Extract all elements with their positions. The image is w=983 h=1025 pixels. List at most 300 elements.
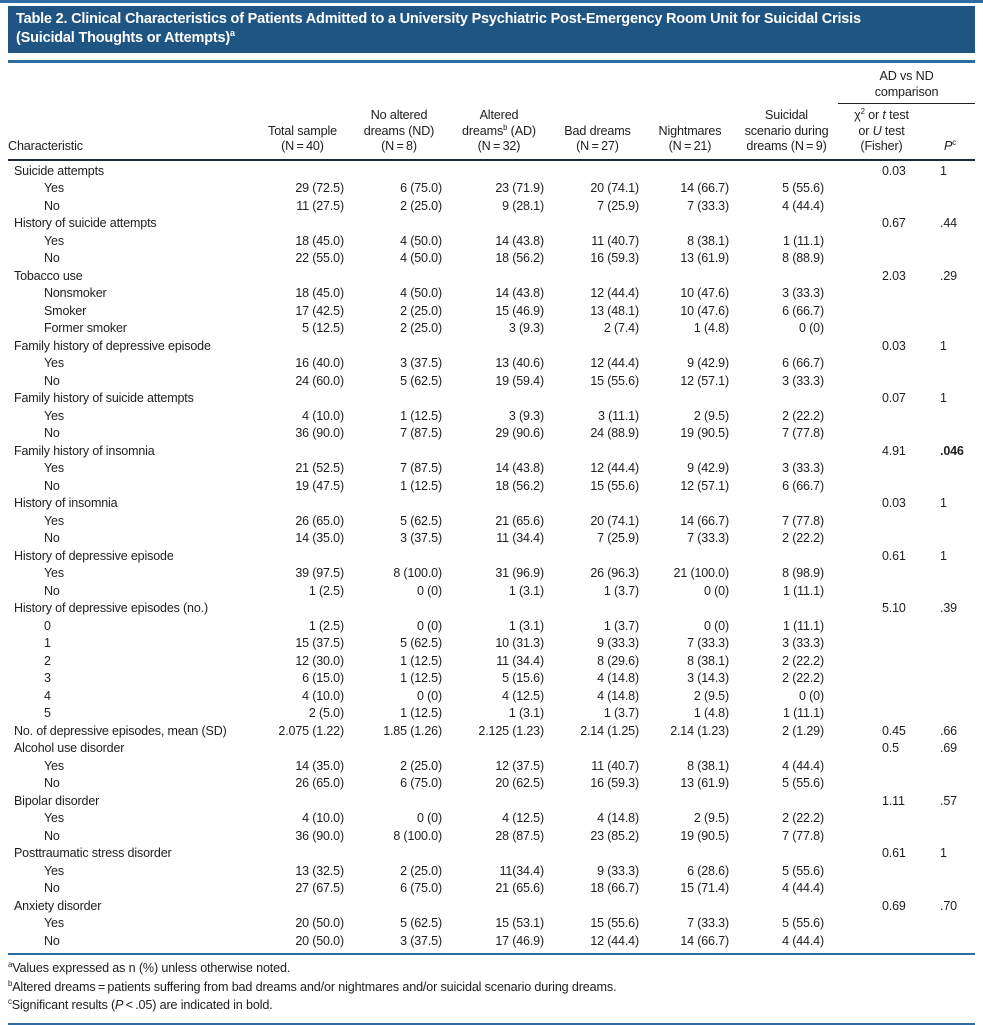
value-cell: [735, 215, 838, 233]
test-stat-cell: [838, 635, 925, 653]
table-row: [8, 250, 975, 268]
value-cell: 2 (9.5): [693, 408, 729, 423]
value-cell: 4 (50.0): [400, 233, 442, 248]
characteristic-cell: 3: [44, 671, 51, 685]
value-cell: 9 (28.1): [502, 198, 544, 213]
value-cell: 4 (44.4): [782, 758, 824, 773]
characteristic-cell: Smoker: [44, 303, 87, 318]
characteristic-cell: 2: [44, 653, 51, 668]
p-value-cell: [925, 635, 975, 653]
p-value-cell: 1: [940, 163, 947, 178]
value-cell: 7 (77.8): [782, 513, 824, 528]
value-cell: 4 (14.8): [597, 688, 639, 703]
test-stat-cell: [838, 565, 925, 583]
value-cell: 1 (12.5): [400, 653, 442, 668]
value-cell: 15 (53.1): [495, 916, 544, 930]
test-stat-cell: [838, 373, 925, 391]
table-row: [8, 583, 975, 601]
value-cell: [550, 495, 645, 513]
value-cell: 4 (50.0): [400, 251, 442, 265]
value-cell: [645, 898, 735, 916]
value-cell: 2 (22.2): [782, 408, 824, 423]
value-cell: [350, 793, 448, 811]
value-cell: 20 (50.0): [295, 916, 344, 930]
test-stat-cell: [838, 618, 925, 636]
value-cell: 11 (27.5): [296, 198, 344, 213]
value-cell: 17 (42.5): [295, 303, 344, 318]
value-cell: [645, 443, 735, 461]
value-cell: 1 (11.1): [783, 706, 824, 720]
value-cell: [448, 898, 550, 916]
altered-dreams-footnote-marker: b: [503, 122, 508, 132]
value-cell: 1 (2.5): [308, 583, 344, 598]
value-cell: 20 (62.5): [495, 776, 544, 790]
value-cell: [448, 548, 550, 566]
value-cell: [255, 845, 350, 863]
value-cell: 10 (31.3): [495, 636, 544, 650]
p-value-cell: 1: [940, 846, 947, 860]
test-stat-cell: [838, 530, 925, 548]
value-cell: 2 (22.2): [782, 653, 824, 668]
value-cell: 18 (66.7): [590, 881, 639, 895]
p-value-cell: [925, 285, 975, 303]
test-stat-cell: [838, 810, 925, 828]
characteristic-cell: Yes: [44, 758, 64, 773]
value-cell: 14 (66.7): [680, 181, 729, 195]
value-cell: 15 (55.6): [590, 373, 639, 388]
value-cell: 29 (72.5): [295, 181, 344, 195]
characteristic-cell: Suicide attempts: [14, 163, 105, 178]
value-cell: 3 (33.3): [782, 373, 824, 388]
p-value-cell: 1: [940, 391, 947, 405]
value-cell: 11(34.4): [499, 863, 544, 878]
value-cell: [350, 600, 448, 618]
value-cell: [448, 390, 550, 408]
value-cell: 8 (98.9): [782, 566, 824, 580]
test-stat-cell: [838, 828, 925, 846]
p-value-cell: [925, 565, 975, 583]
value-cell: [448, 268, 550, 286]
value-cell: [645, 548, 735, 566]
value-cell: 2 (25.0): [400, 758, 442, 773]
value-cell: [550, 548, 645, 566]
value-cell: 3 (14.3): [687, 671, 729, 685]
footnote-b: $^b$Altered dreams = patients suffering from bad dreams and/or nightmares and/or suicidal scenario during dreams.: [8, 978, 617, 994]
p-value-cell: [925, 408, 975, 426]
value-cell: [255, 600, 350, 618]
value-cell: 5 (15.6): [502, 671, 544, 685]
characteristic-cell: Family history of suicide attempts: [14, 391, 194, 405]
value-cell: [735, 793, 838, 811]
value-cell: 1 (11.1): [783, 233, 824, 248]
value-cell: [550, 390, 645, 408]
p-value-cell: [925, 530, 975, 548]
value-cell: 19 (47.5): [295, 478, 344, 493]
p-value-cell: [925, 828, 975, 846]
value-cell: 7 (25.9): [597, 531, 639, 545]
value-cell: 5 (62.5): [400, 916, 442, 930]
value-cell: 1 (3.1): [508, 583, 544, 598]
value-cell: [350, 215, 448, 233]
value-cell: [550, 793, 645, 811]
value-cell: 0 (0): [417, 688, 442, 703]
p-value-cell: [925, 933, 975, 955]
value-cell: 24 (60.0): [295, 373, 344, 388]
value-cell: 19 (90.5): [680, 426, 729, 440]
table-row: [8, 600, 975, 618]
value-cell: 29 (90.6): [495, 426, 544, 440]
value-cell: 7 (33.3): [687, 198, 729, 213]
value-cell: 4 (44.4): [782, 933, 824, 948]
characteristic-cell: Former smoker: [44, 321, 127, 335]
p-value-cell: [925, 583, 975, 601]
characteristic-cell: Anxiety disorder: [14, 898, 102, 913]
value-cell: 6 (28.6): [687, 863, 729, 878]
table-row: [8, 268, 975, 286]
column-header-no-altered-dreams: No altered dreams (ND) (N = 8): [350, 104, 448, 160]
value-cell: 5 (55.6): [782, 863, 824, 878]
characteristic-cell: Yes: [44, 566, 64, 580]
value-cell: 11 (34.4): [496, 653, 544, 668]
value-cell: [350, 495, 448, 513]
characteristic-cell: Yes: [44, 461, 64, 475]
table-row: [8, 618, 975, 636]
table-row: [8, 933, 975, 955]
test-stat-cell: 0.03: [882, 496, 906, 510]
value-cell: [645, 215, 735, 233]
p-value-cell: [925, 915, 975, 933]
value-cell: 1 (3.7): [603, 618, 639, 633]
value-cell: 3 (9.3): [508, 408, 544, 423]
table-row: [8, 828, 975, 846]
characteristic-cell: No: [44, 933, 60, 948]
value-cell: [350, 845, 448, 863]
characteristic-cell: History of suicide attempts: [14, 216, 157, 230]
test-stat-cell: [838, 250, 925, 268]
table-row: [8, 898, 975, 916]
p-value-cell: [925, 705, 975, 723]
test-stat-cell: [838, 583, 925, 601]
value-cell: 28 (87.5): [495, 828, 544, 843]
characteristic-cell: No: [44, 251, 60, 265]
value-cell: [735, 390, 838, 408]
value-cell: 10 (47.6): [680, 303, 729, 318]
p-value-cell: .69: [940, 741, 957, 755]
value-cell: [735, 338, 838, 356]
value-cell: 14 (66.7): [680, 933, 729, 948]
table-row: [8, 845, 975, 863]
p-value-cell: [925, 775, 975, 793]
value-cell: 1 (11.1): [783, 583, 824, 598]
value-cell: [350, 898, 448, 916]
value-cell: [255, 495, 350, 513]
value-cell: 1 (11.1): [783, 618, 824, 633]
value-cell: 19 (59.4): [495, 373, 544, 388]
value-cell: [735, 443, 838, 461]
value-cell: [255, 898, 350, 916]
value-cell: 39 (97.5): [295, 566, 344, 580]
characteristic-cell: No: [44, 426, 60, 440]
value-cell: 8 (38.1): [687, 653, 729, 668]
value-cell: [350, 160, 448, 181]
column-group-ad-vs-nd: [838, 63, 975, 104]
characteristic-cell: Nonsmoker: [44, 286, 107, 300]
characteristic-cell: No: [44, 881, 60, 895]
column-header-nightmares: Nightmares (N = 21): [645, 104, 735, 160]
value-cell: [350, 548, 448, 566]
value-cell: 0 (0): [799, 688, 824, 703]
value-cell: 4 (12.5): [502, 688, 544, 703]
value-cell: 12 (44.4): [590, 933, 639, 948]
p-value-cell: .66: [940, 723, 957, 738]
value-cell: 1 (3.7): [603, 583, 639, 598]
characteristic-cell: Yes: [44, 181, 64, 195]
p-value-cell: [925, 653, 975, 671]
value-cell: [735, 740, 838, 758]
value-cell: 1 (3.1): [508, 618, 544, 633]
value-cell: [645, 740, 735, 758]
table-row: [8, 688, 975, 706]
clinical-characteristics-table: [8, 63, 975, 955]
value-cell: 7 (77.8): [782, 426, 824, 440]
test-stat-cell: [838, 233, 925, 251]
value-cell: 1 (3.7): [603, 706, 639, 720]
test-stat-cell: [838, 513, 925, 531]
column-header-suicidal-scenario: Suicidal scenario during dreams (N = 9): [735, 104, 838, 160]
value-cell: 18 (56.2): [495, 478, 544, 493]
value-cell: 2 (9.5): [693, 688, 729, 703]
p-value-cell: [925, 355, 975, 373]
value-cell: 2 (22.2): [782, 671, 824, 685]
characteristic-cell: 5: [44, 706, 51, 720]
value-cell: 1 (12.5): [400, 478, 442, 493]
value-cell: [550, 600, 645, 618]
value-cell: 4 (14.8): [597, 671, 639, 685]
table-row: [8, 285, 975, 303]
p-value-cell: [925, 688, 975, 706]
p-value-cell: [925, 180, 975, 198]
value-cell: 5 (62.5): [400, 513, 442, 528]
column-header-characteristic: Characteristic: [8, 104, 255, 160]
value-cell: 7 (33.3): [687, 916, 729, 930]
table-title-line2: (Suicidal Thoughts or Attempts)$^a$: [16, 28, 235, 46]
value-cell: 12 (44.4): [590, 356, 639, 370]
title-footnote-marker: a: [229, 28, 235, 39]
test-stat-cell: [838, 425, 925, 443]
characteristic-cell: 1: [44, 636, 51, 650]
value-cell: 11 (40.7): [591, 758, 639, 773]
value-cell: 36 (90.0): [295, 828, 344, 843]
column-header-row: [8, 104, 975, 160]
table-row: [8, 758, 975, 776]
test-stat-cell: 0.5: [882, 741, 899, 755]
column-header-bad-dreams: Bad dreams (N = 27): [550, 104, 645, 160]
table-row: [8, 775, 975, 793]
characteristic-cell: History of insomnia: [14, 496, 118, 510]
characteristic-cell: Yes: [44, 916, 64, 930]
test-stat-cell: [838, 180, 925, 198]
column-header-p-value: $P^c$: [925, 104, 975, 160]
value-cell: 21 (100.0): [673, 566, 729, 580]
test-stat-cell: 0.69: [882, 898, 906, 913]
value-cell: 27 (67.5): [295, 881, 344, 895]
value-cell: 13 (61.9): [680, 251, 729, 265]
value-cell: 15 (46.9): [495, 303, 544, 318]
value-cell: 11 (40.7): [591, 233, 639, 248]
value-cell: 22 (55.0): [295, 251, 344, 265]
value-cell: 7 (33.3): [687, 636, 729, 650]
characteristic-cell: Family history of insomnia: [14, 443, 155, 458]
value-cell: 2 (7.4): [603, 321, 639, 335]
table-row: [8, 740, 975, 758]
value-cell: [255, 443, 350, 461]
test-stat-cell: [838, 933, 925, 955]
value-cell: [645, 845, 735, 863]
value-cell: 5 (62.5): [400, 373, 442, 388]
value-cell: 8 (100.0): [393, 566, 442, 580]
value-cell: 16 (59.3): [590, 251, 639, 265]
value-cell: 12 (57.1): [680, 478, 729, 493]
value-cell: 6 (66.7): [782, 478, 824, 493]
value-cell: 3 (11.1): [598, 408, 639, 423]
test-stat-cell: [838, 688, 925, 706]
value-cell: 15 (37.5): [295, 636, 344, 650]
characteristic-cell: No: [44, 531, 60, 545]
value-cell: [350, 268, 448, 286]
value-cell: [350, 390, 448, 408]
value-cell: 6 (75.0): [400, 776, 442, 790]
p-value-cell: [925, 373, 975, 391]
value-cell: 21 (65.6): [495, 513, 544, 528]
p-value-cell: .046: [940, 443, 964, 458]
table-row: [8, 373, 975, 391]
p-value-cell: [925, 513, 975, 531]
spanner-spacer-cell: [8, 63, 838, 104]
test-stat-cell: [838, 478, 925, 496]
top-rule: [0, 0, 983, 3]
test-stat-cell: 5.10: [882, 601, 906, 615]
table-title-banner: [8, 6, 975, 53]
test-stat-cell: [838, 198, 925, 216]
table-title-line1: Table 2. Clinical Characteristics of Patients Admitted to a University Psychiatric Post-Emergency Room Unit for Suicidal Crisis: [16, 11, 861, 27]
value-cell: [645, 338, 735, 356]
value-cell: 31 (96.9): [495, 566, 544, 580]
characteristic-cell: No: [44, 478, 60, 493]
characteristic-cell: Alcohol use disorder: [14, 741, 125, 755]
value-cell: 9 (42.9): [687, 356, 729, 370]
value-cell: 14 (43.8): [495, 233, 544, 248]
test-stat-cell: [838, 915, 925, 933]
p-value-cell: .57: [940, 793, 957, 808]
value-cell: 17 (46.9): [495, 933, 544, 948]
value-cell: 20 (74.1): [590, 513, 639, 528]
value-cell: [645, 160, 735, 181]
test-stat-cell: 0.61: [882, 846, 906, 860]
value-cell: 4 (44.4): [782, 198, 824, 213]
value-cell: [735, 600, 838, 618]
p-value-cell: [925, 810, 975, 828]
value-cell: 14 (43.8): [495, 286, 544, 300]
value-cell: [448, 793, 550, 811]
value-cell: 21 (52.5): [295, 461, 344, 475]
p-value-cell: 1: [940, 496, 947, 510]
value-cell: [255, 548, 350, 566]
characteristic-cell: No. of depressive episodes, mean (SD): [14, 723, 227, 738]
value-cell: 20 (50.0): [295, 933, 344, 948]
value-cell: 0 (0): [417, 811, 442, 825]
value-cell: [735, 495, 838, 513]
characteristic-cell: History of depressive episodes (no.): [14, 601, 208, 615]
p-value-cell: [925, 303, 975, 321]
table-row: [8, 478, 975, 496]
value-cell: [255, 793, 350, 811]
value-cell: 36 (90.0): [295, 426, 344, 440]
value-cell: 6 (66.7): [782, 303, 824, 318]
value-cell: 26 (65.0): [295, 776, 344, 790]
p-value-cell: [925, 880, 975, 898]
value-cell: [550, 215, 645, 233]
value-cell: [448, 845, 550, 863]
p-value-cell: .29: [940, 268, 957, 283]
table-row: [8, 425, 975, 443]
characteristic-cell: Tobacco use: [14, 268, 83, 283]
p-value-cell: [925, 198, 975, 216]
value-cell: 2.125 (1.23): [478, 723, 544, 738]
value-cell: 4 (50.0): [400, 286, 442, 300]
characteristic-cell: No: [44, 776, 60, 790]
characteristic-cell: Yes: [44, 408, 64, 423]
table-row: [8, 565, 975, 583]
characteristic-cell: 4: [44, 688, 51, 703]
value-cell: [255, 215, 350, 233]
p-value-cell: [925, 460, 975, 478]
table-row: [8, 635, 975, 653]
value-cell: 14 (35.0): [295, 758, 344, 773]
value-cell: [550, 268, 645, 286]
test-stat-cell: [838, 880, 925, 898]
value-cell: 18 (45.0): [295, 286, 344, 300]
value-cell: 2 (25.0): [400, 863, 442, 878]
value-cell: [550, 845, 645, 863]
value-cell: 2 (1.29): [782, 723, 824, 738]
value-cell: 5 (55.6): [782, 776, 824, 790]
value-cell: [255, 740, 350, 758]
value-cell: 6 (75.0): [400, 881, 442, 895]
value-cell: 8 (38.1): [687, 758, 729, 773]
characteristic-cell: Yes: [44, 513, 64, 528]
value-cell: 4 (10.0): [302, 688, 344, 703]
value-cell: 15 (55.6): [590, 478, 639, 493]
value-cell: 7 (25.9): [597, 198, 639, 213]
value-cell: 4 (44.4): [782, 881, 824, 895]
value-cell: 24 (88.9): [590, 426, 639, 440]
p-value-cell: .44: [940, 216, 957, 230]
value-cell: 1 (12.5): [400, 706, 442, 720]
value-cell: [255, 338, 350, 356]
value-cell: 0 (0): [417, 583, 442, 598]
value-cell: 4 (10.0): [302, 408, 344, 423]
comparison-label-line1: AD vs ND: [879, 69, 934, 83]
value-cell: 15 (71.4): [680, 881, 729, 895]
table-row: [8, 233, 975, 251]
table-row: [8, 548, 975, 566]
value-cell: 10 (47.6): [680, 286, 729, 300]
table-row: [8, 338, 975, 356]
value-cell: 21 (65.6): [495, 881, 544, 895]
value-cell: [550, 740, 645, 758]
p-value-cell: [925, 863, 975, 881]
value-cell: 7 (87.5): [400, 461, 442, 475]
